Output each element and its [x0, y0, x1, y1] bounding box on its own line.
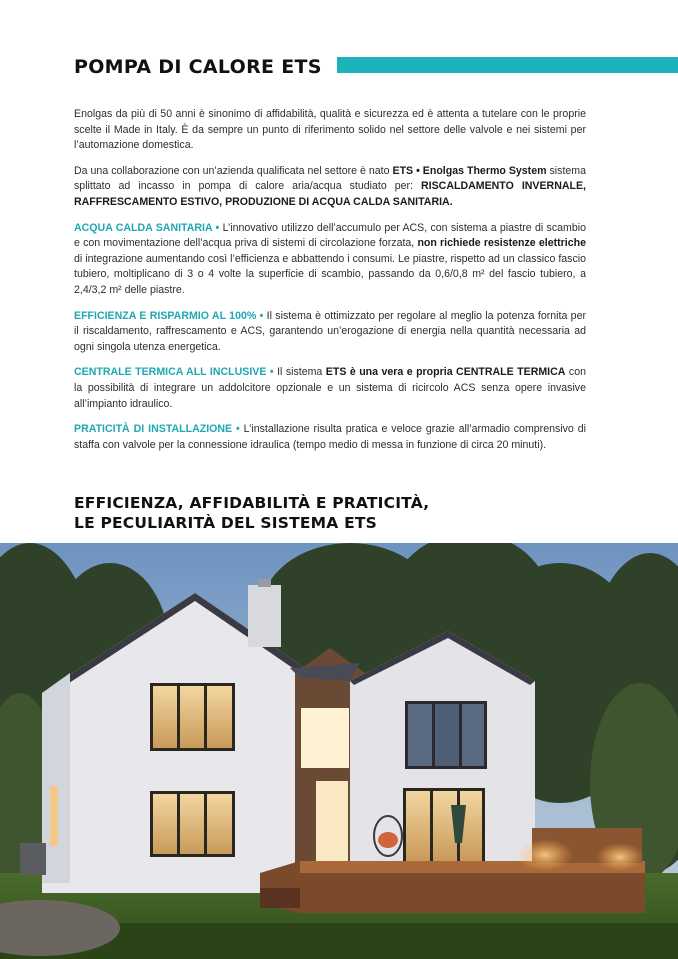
section-acs-text-1: L’innovativo utilizzo dell’accumulo per ACS, con sistema a piastre di scambio e con movimentazione dell’acqua priva di sistemi di circolazione forzata,	[74, 221, 586, 250]
subtitle-line-1: EFFICIENZA, AFFIDABILITÀ E PRATICITÀ,	[74, 494, 430, 512]
section-installazione	[74, 422, 586, 453]
accent-bar	[337, 57, 678, 73]
section-centrale	[74, 365, 586, 412]
section-acs-text-3: di integrazione aumentando così l’efficienza e abbattendo i consumi. Le piastre, rispetto ad un classico fascio tubiero, moltiplicano di 3 o 4 volte la superficie di scambio, passando da 0,6/0,8 m² del fascio tubiero, a 2,4/3,2 m² delle piastre.	[74, 252, 586, 296]
section-centrale-heading: CENTRALE TERMICA ALL INCLUSIVE •	[74, 366, 274, 379]
intro-text: Enolgas da più di 50 anni è sinonimo di affidabilità, qualità e sicurezza ed è attenta a tutelare con le proprie scelte il Made in Italy. È da sempre un punto di riferimento solido nel settore delle valvole e nei sistemi per l’automazione domestica.	[74, 108, 586, 152]
section-installazione-text: L’installazione risulta pratica e veloce grazie all’armadio comprensivo di staffa con valvole per la connessione idraulica (tempo medio di messa in funzione di circa 20 minuti).	[74, 423, 586, 451]
section-centrale-text-3: con la possibilità di integrare un addolcitore opzionale e un sistema di ricircolo ACS senza opere invasive all’impianto idraulico.	[74, 366, 586, 410]
section-efficienza-text: Il sistema è ottimizzato per regolare al meglio la potenza fornita per il riscaldamento, raffrescamento e ACS, garantendo un’erogazione di energia nella quantità necessaria ad ogni singola utenza energetica.	[74, 309, 586, 353]
subtitle	[74, 493, 429, 533]
product-text-c: sistema splittato ad incasso in pompa di calore aria/acqua studiato per:	[74, 164, 587, 193]
section-acs-heading: ACQUA CALDA SANITARIA •	[74, 221, 220, 234]
product-uses: RISCALDAMENTO INVERNALE, RAFFRESCAMENTO ESTIVO, PRODUZIONE DI ACQUA CALDA SANITARIA.	[74, 180, 586, 208]
section-acs	[74, 221, 586, 299]
subtitle-line-2: LE PECULIARITÀ DEL SISTEMA ETS	[74, 514, 377, 532]
house-photo	[0, 543, 678, 959]
product-name: ETS • Enolgas Thermo System	[392, 164, 547, 177]
product-text-a: Da una collaborazione con un’azienda qualificata nel settore è nato	[74, 164, 393, 177]
section-efficienza-heading: EFFICIENZA E RISPARMIO AL 100% •	[74, 309, 264, 322]
section-centrale-text-1: Il sistema	[273, 366, 326, 379]
header	[74, 55, 678, 79]
product-paragraph	[74, 164, 586, 211]
page-title: POMPA DI CALORE ETS	[74, 56, 322, 78]
section-efficienza	[74, 309, 586, 356]
section-centrale-bold: ETS è una vera e propria CENTRALE TERMICA	[325, 366, 566, 379]
section-installazione-heading: PRATICITÀ DI INSTALLAZIONE •	[74, 423, 240, 436]
section-acs-bold: non richiede resistenze elettriche	[417, 237, 586, 250]
body-text	[74, 107, 586, 463]
intro-paragraph	[74, 107, 586, 154]
